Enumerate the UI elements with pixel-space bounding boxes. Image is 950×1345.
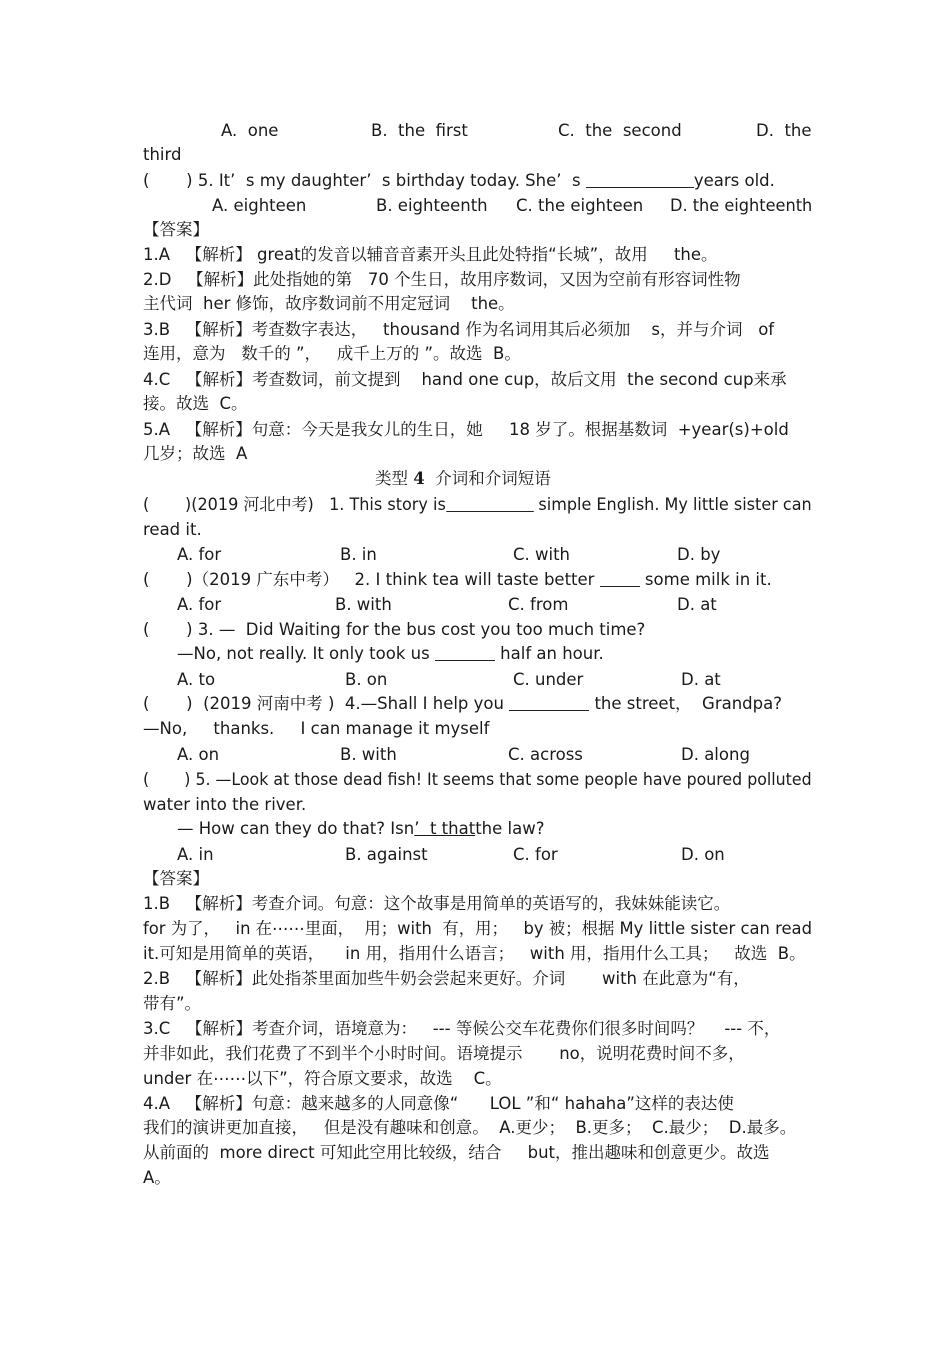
section-heading: 类型 4 介词和介词短语 bbox=[375, 469, 551, 488]
q3-stem: ( ) 3. — Did Waiting for the bus cost you too much time? bbox=[143, 620, 646, 639]
q3-option-c: C. under bbox=[513, 670, 584, 689]
q4-option-c: C. the second bbox=[558, 121, 682, 140]
answer-title: 【答案】 bbox=[143, 220, 209, 239]
q5b-reply: — How can they do that? Isn’ t thatthe law? bbox=[177, 819, 545, 838]
q5b-option-a: A. in bbox=[177, 845, 214, 864]
answer-line: 2.D 【解析】此处指她的第 70 个生日，故用序数词，又因为空前有形容词性物 bbox=[143, 270, 741, 289]
answer-line: for 为了， in 在⋯⋯里面， 用；with 有，用； by 被；根据 My little sister can read bbox=[143, 919, 813, 938]
answer-blank bbox=[446, 495, 533, 512]
q4-option-b: B. with bbox=[340, 745, 397, 764]
q2-option-a: A. for bbox=[177, 595, 222, 614]
q5-option-b: B. eighteenth bbox=[376, 196, 488, 215]
answer-line: 从前面的 more direct 可知此空用比较级，结合 but，推出趣味和创意更少。故选 bbox=[143, 1143, 770, 1162]
q1-option-d: D. by bbox=[677, 545, 721, 564]
answer-line: 1.B 【解析】考查介词。句意：这个故事是用简单的英语写的，我妹妹能读它。 bbox=[143, 894, 731, 913]
answer-line: 连用，意为 数千的 ”， 成千上万的 ”。故选 B。 bbox=[143, 344, 521, 363]
q5b-option-c: C. for bbox=[513, 845, 558, 864]
q2-stem: ( )（2019 广东中考） 2. I think tea will taste better some milk in it. bbox=[143, 570, 772, 589]
answer-line: it.可知是用简单的英语， in 用，指用什么语言； with 用，指用什么工具； 故选 B。 bbox=[143, 944, 806, 963]
q4-option-d-wrap: third bbox=[143, 145, 182, 164]
answer-line: under 在⋯⋯以下”，符合原文要求，故选 C。 bbox=[143, 1069, 502, 1088]
q1-stem: ( )(2019 河北中考) 1. This story is simple English. My little sister can bbox=[143, 495, 812, 514]
q4-stem: ( ) (2019 河南中考 ) 4.—Shall I help you the street， Grandpa? bbox=[143, 694, 782, 713]
q5b-option-d: D. on bbox=[681, 845, 725, 864]
answer-line: 接。故选 C。 bbox=[143, 394, 248, 413]
answer-line: 4.A 【解析】句意：越来越多的人同意像“ LOL ”和“ hahaha”这样的表达使 bbox=[143, 1094, 734, 1113]
q5-option-c: C. the eighteen bbox=[516, 196, 644, 215]
answer-line: 并非如此，我们花费了不到半个小时时间。语境提示 no，说明花费时间不多， bbox=[143, 1044, 745, 1063]
q3-option-a: A. to bbox=[177, 670, 216, 689]
answer-line: 带有”。 bbox=[143, 994, 202, 1013]
q5-stem: ( ) 5. It’ s my daughter’ s birthday today. She’ s years old. bbox=[143, 171, 775, 190]
answer-line: 4.C 【解析】考查数词，前文提到 hand one cup，故后文用 the second cup来承 bbox=[143, 370, 787, 389]
answer-blank bbox=[509, 694, 589, 711]
q2-option-c: C. from bbox=[508, 595, 569, 614]
q4-option-a: A. one bbox=[221, 121, 279, 140]
q4-option-b: B. the first bbox=[371, 121, 468, 140]
q2-option-b: B. with bbox=[335, 595, 392, 614]
q3-reply: —No, not really. It only took us half an hour. bbox=[177, 644, 604, 663]
q3-option-d: D. at bbox=[681, 670, 721, 689]
answer-line: 3.B 【解析】考查数字表达， thousand 作为名词用其后必须加 s，并与介词 of bbox=[143, 320, 775, 339]
q4-option-c: C. across bbox=[508, 745, 583, 764]
answer-blank bbox=[435, 644, 495, 661]
answer-blank bbox=[586, 171, 694, 188]
q4-option-a: A. on bbox=[177, 745, 220, 764]
q1-option-b: B. in bbox=[340, 545, 377, 564]
answer-line: 5.A 【解析】句意：今天是我女儿的生日，她 18 岁了。根据基数词 +year(s)+old bbox=[143, 420, 789, 439]
answer-line: 几岁；故选 A bbox=[143, 444, 248, 463]
q1-option-a: A. for bbox=[177, 545, 222, 564]
q4-option-d: D. along bbox=[681, 745, 750, 764]
q5b-option-b: B. against bbox=[345, 845, 428, 864]
q5b-stem-wrap: water into the river. bbox=[143, 795, 307, 814]
q4-option-d: D. the bbox=[756, 121, 812, 140]
q2-option-d: D. at bbox=[677, 595, 717, 614]
q5b-stem: ( ) 5. —Look at those dead fish! It seems that some people have poured polluted bbox=[143, 770, 812, 789]
q5-option-a: A. eighteen bbox=[212, 196, 307, 215]
answer-line: A。 bbox=[143, 1168, 171, 1187]
answer-title: 【答案】 bbox=[143, 869, 209, 888]
q5-option-d: D. the eighteenth bbox=[670, 196, 813, 215]
answer-line: 2.B 【解析】此处指茶里面加些牛奶会尝起来更好。介词 with 在此意为“有， bbox=[143, 969, 750, 988]
answer-blank bbox=[600, 570, 640, 587]
answer-line: 我们的演讲更加直接， 但是没有趣味和创意。 A.更少； B.更多； C.最少； D.最多。 bbox=[143, 1118, 797, 1137]
q4-reply: —No, thanks. I can manage it myself bbox=[143, 719, 490, 738]
answer-line: 3.C 【解析】考查介词，语境意为： --- 等候公交车花费你们很多时间吗？ --- 不， bbox=[143, 1019, 781, 1038]
q3-option-b: B. on bbox=[345, 670, 388, 689]
answer-line: 主代词 her 修饰，故序数词前不用定冠词 the。 bbox=[143, 294, 515, 313]
answer-line: 1.A 【解析】 great的发音以辅音音素开头且此处特指“长城”，故用 the。 bbox=[143, 245, 718, 264]
q1-option-c: C. with bbox=[513, 545, 571, 564]
q1-stem-wrap: read it. bbox=[143, 520, 202, 539]
